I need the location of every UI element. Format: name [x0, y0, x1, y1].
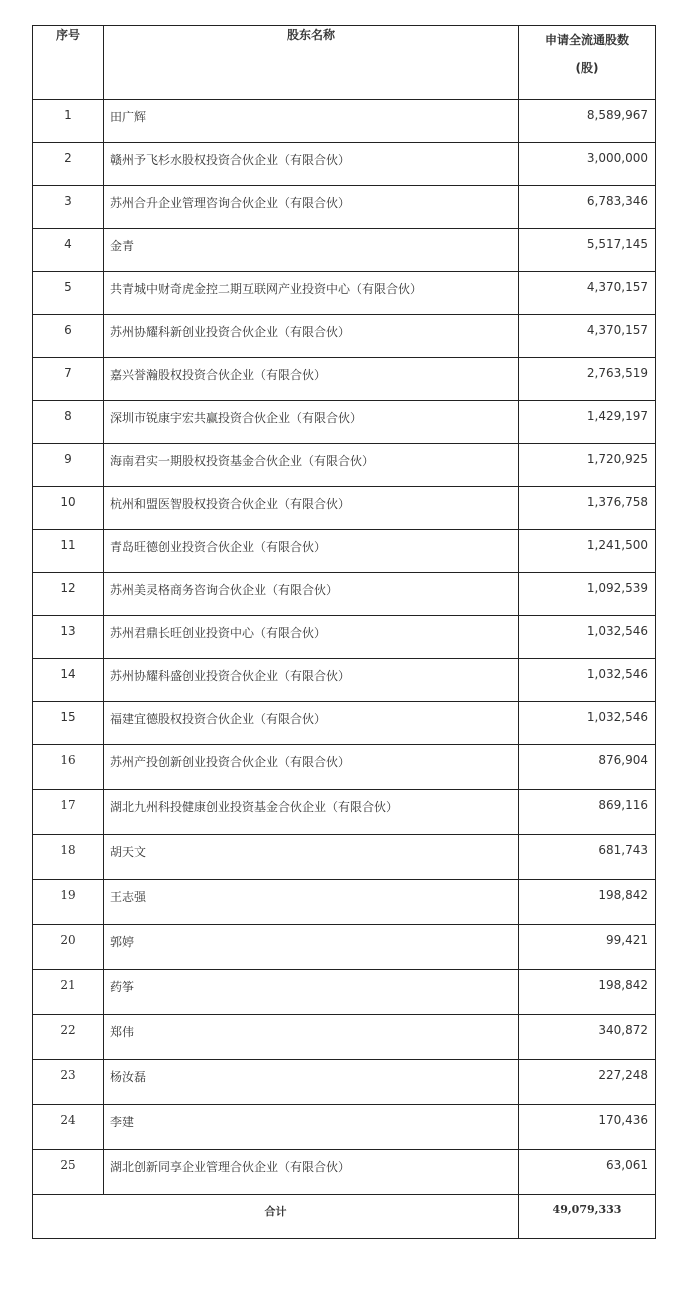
table-row [33, 1105, 656, 1150]
table-row [33, 229, 656, 272]
row-name: 赣州予飞杉水股权投资合伙企业（有限合伙） [104, 143, 519, 186]
shareholder-table [32, 25, 656, 1239]
header-shares-line2: (股) [575, 61, 599, 75]
row-index: 11 [33, 530, 104, 573]
row-index: 9 [33, 444, 104, 487]
row-shares: 681,743 [519, 835, 656, 880]
table-row [33, 745, 656, 790]
row-index: 2 [33, 143, 104, 186]
total-shares: 49,079,333 [519, 1195, 656, 1239]
table-row [33, 925, 656, 970]
row-index: 23 [33, 1060, 104, 1105]
row-shares: 5,517,145 [519, 229, 656, 272]
row-name: 海南君实一期股权投资基金合伙企业（有限合伙） [104, 444, 519, 487]
row-shares: 1,241,500 [519, 530, 656, 573]
row-name: 苏州协耀科盛创业投资合伙企业（有限合伙） [104, 659, 519, 702]
row-index: 7 [33, 358, 104, 401]
table-row [33, 880, 656, 925]
row-shares: 876,904 [519, 745, 656, 790]
row-index: 16 [33, 745, 104, 790]
row-name: 杨汝磊 [104, 1060, 519, 1105]
table-header-row [33, 26, 656, 100]
row-name: 嘉兴誉瀚股权投资合伙企业（有限合伙） [104, 358, 519, 401]
table-row [33, 143, 656, 186]
row-index: 24 [33, 1105, 104, 1150]
row-shares: 8,589,967 [519, 100, 656, 143]
table-row [33, 186, 656, 229]
row-shares: 227,248 [519, 1060, 656, 1105]
row-index: 21 [33, 970, 104, 1015]
row-name: 王志强 [104, 880, 519, 925]
row-index: 6 [33, 315, 104, 358]
table-row [33, 970, 656, 1015]
row-shares: 4,370,157 [519, 272, 656, 315]
row-name: 福建宜德股权投资合伙企业（有限合伙） [104, 702, 519, 745]
row-name: 苏州美灵格商务咨询合伙企业（有限合伙） [104, 573, 519, 616]
row-shares: 63,061 [519, 1150, 656, 1195]
header-name: 股东名称 [104, 26, 519, 100]
table-row [33, 835, 656, 880]
row-index: 18 [33, 835, 104, 880]
row-shares: 6,783,346 [519, 186, 656, 229]
row-shares: 1,720,925 [519, 444, 656, 487]
table-row [33, 1060, 656, 1105]
row-shares: 198,842 [519, 880, 656, 925]
row-index: 19 [33, 880, 104, 925]
row-shares: 1,032,546 [519, 702, 656, 745]
row-index: 3 [33, 186, 104, 229]
row-name: 李建 [104, 1105, 519, 1150]
row-shares: 1,032,546 [519, 616, 656, 659]
row-shares: 170,436 [519, 1105, 656, 1150]
table-row [33, 272, 656, 315]
table-row [33, 1015, 656, 1060]
total-label: 合计 [33, 1195, 519, 1239]
row-shares: 2,763,519 [519, 358, 656, 401]
row-name: 青岛旺德创业投资合伙企业（有限合伙） [104, 530, 519, 573]
row-name: 郑伟 [104, 1015, 519, 1060]
table-row [33, 573, 656, 616]
table-row [33, 616, 656, 659]
row-index: 17 [33, 790, 104, 835]
row-index: 12 [33, 573, 104, 616]
table-body [33, 100, 656, 1195]
row-name: 郭婷 [104, 925, 519, 970]
row-shares: 1,429,197 [519, 401, 656, 444]
row-index: 5 [33, 272, 104, 315]
row-name: 共青城中财奇虎金控二期互联网产业投资中心（有限合伙） [104, 272, 519, 315]
row-index: 22 [33, 1015, 104, 1060]
row-index: 8 [33, 401, 104, 444]
header-shares-line1: 申请全流通股数 [544, 33, 629, 47]
row-shares: 1,032,546 [519, 659, 656, 702]
row-name: 湖北九州科投健康创业投资基金合伙企业（有限合伙） [104, 790, 519, 835]
total-row [33, 1195, 656, 1239]
row-name: 深圳市锐康宇宏共赢投资合伙企业（有限合伙） [104, 401, 519, 444]
row-shares: 3,000,000 [519, 143, 656, 186]
table-row [33, 401, 656, 444]
row-name: 湖北创新同享企业管理合伙企业（有限合伙） [104, 1150, 519, 1195]
table-row [33, 100, 656, 143]
table-row [33, 315, 656, 358]
row-index: 10 [33, 487, 104, 530]
table-row [33, 487, 656, 530]
row-name: 金青 [104, 229, 519, 272]
row-name: 药筝 [104, 970, 519, 1015]
row-index: 25 [33, 1150, 104, 1195]
row-shares: 99,421 [519, 925, 656, 970]
row-name: 苏州合升企业管理咨询合伙企业（有限合伙） [104, 186, 519, 229]
row-index: 20 [33, 925, 104, 970]
row-shares: 198,842 [519, 970, 656, 1015]
header-shares [519, 26, 656, 100]
table-row [33, 702, 656, 745]
row-shares: 4,370,157 [519, 315, 656, 358]
row-shares: 869,116 [519, 790, 656, 835]
row-shares: 1,376,758 [519, 487, 656, 530]
row-shares: 1,092,539 [519, 573, 656, 616]
row-name: 田广辉 [104, 100, 519, 143]
row-index: 15 [33, 702, 104, 745]
row-name: 苏州产投创新创业投资合伙企业（有限合伙） [104, 745, 519, 790]
row-index: 1 [33, 100, 104, 143]
row-index: 13 [33, 616, 104, 659]
table-row [33, 1150, 656, 1195]
table-row [33, 358, 656, 401]
row-index: 14 [33, 659, 104, 702]
row-name: 胡天文 [104, 835, 519, 880]
table-row [33, 530, 656, 573]
table-row [33, 444, 656, 487]
table-row [33, 790, 656, 835]
header-index: 序号 [33, 26, 104, 100]
row-shares: 340,872 [519, 1015, 656, 1060]
row-index: 4 [33, 229, 104, 272]
table-row [33, 659, 656, 702]
row-name: 苏州君鼎长旺创业投资中心（有限合伙） [104, 616, 519, 659]
row-name: 苏州协耀科新创业投资合伙企业（有限合伙） [104, 315, 519, 358]
row-name: 杭州和盟医智股权投资合伙企业（有限合伙） [104, 487, 519, 530]
